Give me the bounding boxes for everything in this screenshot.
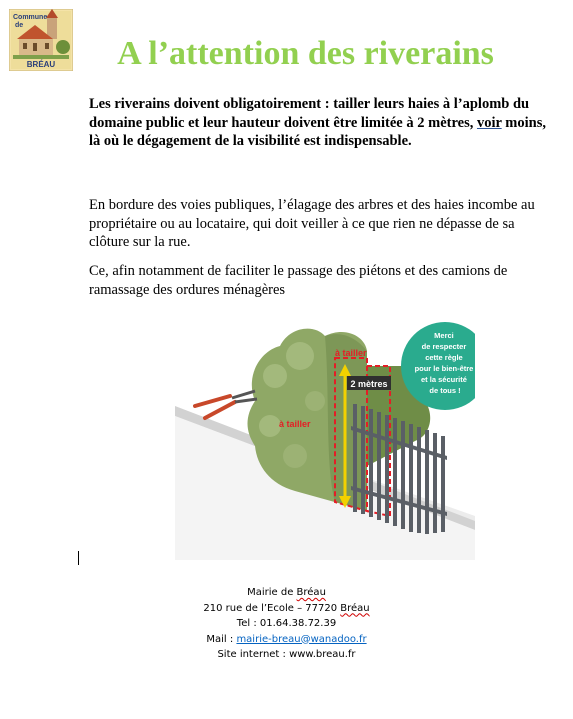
p1-text-b: moins, là où le dégagement de la visibilité est indispensable. bbox=[89, 114, 546, 149]
badge-line-1: Merci bbox=[434, 331, 454, 340]
paragraph-elagage: En bordure des voies publiques, l’élagage des arbres et des haies incombe au propriétaire ou au locataire, qui doit veiller à ce que rien ne dépasse de sa clôture sur la rue. bbox=[89, 197, 535, 250]
badge-line-2: de respecter bbox=[421, 342, 467, 351]
logo-line3: BRÉAU bbox=[26, 60, 56, 69]
hedge-illustration bbox=[175, 306, 475, 560]
shears-icon bbox=[195, 391, 257, 418]
logo-line1: Commune bbox=[13, 14, 48, 21]
paragraph-obligation bbox=[89, 95, 549, 151]
label-tailler-top: à tailler bbox=[335, 348, 367, 358]
badge-line-3: cette règle bbox=[425, 353, 463, 362]
p1-voir: voir bbox=[476, 114, 502, 131]
footer-line-mairie: Mairie de Bréau bbox=[247, 587, 326, 598]
footer-contact bbox=[0, 585, 573, 663]
badge-line-5: et la sécurité bbox=[421, 375, 467, 384]
label-tailler-side: à tailler bbox=[279, 419, 311, 429]
page-title: A l’attention des riverains bbox=[117, 35, 494, 72]
badge-line-6: de tous ! bbox=[429, 386, 461, 395]
text-cursor bbox=[78, 551, 79, 565]
footer-line-mail: Mail : mairie-breau@wanadoo.fr bbox=[206, 633, 367, 645]
footer-line-tel: Tel : 01.64.38.72.39 bbox=[236, 618, 337, 629]
p1-text-a: Les riverains doivent obligatoirement : tailler leurs haies à l’aplomb du domaine public et leur hauteur doivent être limitée à 2 mètres, bbox=[89, 96, 530, 131]
paragraph-passage: Ce, afin notamment de faciliter le passage des piétons et des camions de ramassage des ordures ménagères bbox=[89, 263, 508, 298]
footer-line-address: 210 rue de l’Ecole – 77720 Bréau bbox=[203, 602, 370, 614]
badge-line-4: pour le bien-être bbox=[414, 364, 474, 373]
label-height: 2 mètres bbox=[350, 379, 388, 389]
footer-line-site: Site internet : www.breau.fr bbox=[217, 649, 356, 660]
logo-line2: de bbox=[15, 22, 24, 29]
mail-link[interactable]: mairie-breau@wanadoo.fr bbox=[236, 633, 367, 645]
